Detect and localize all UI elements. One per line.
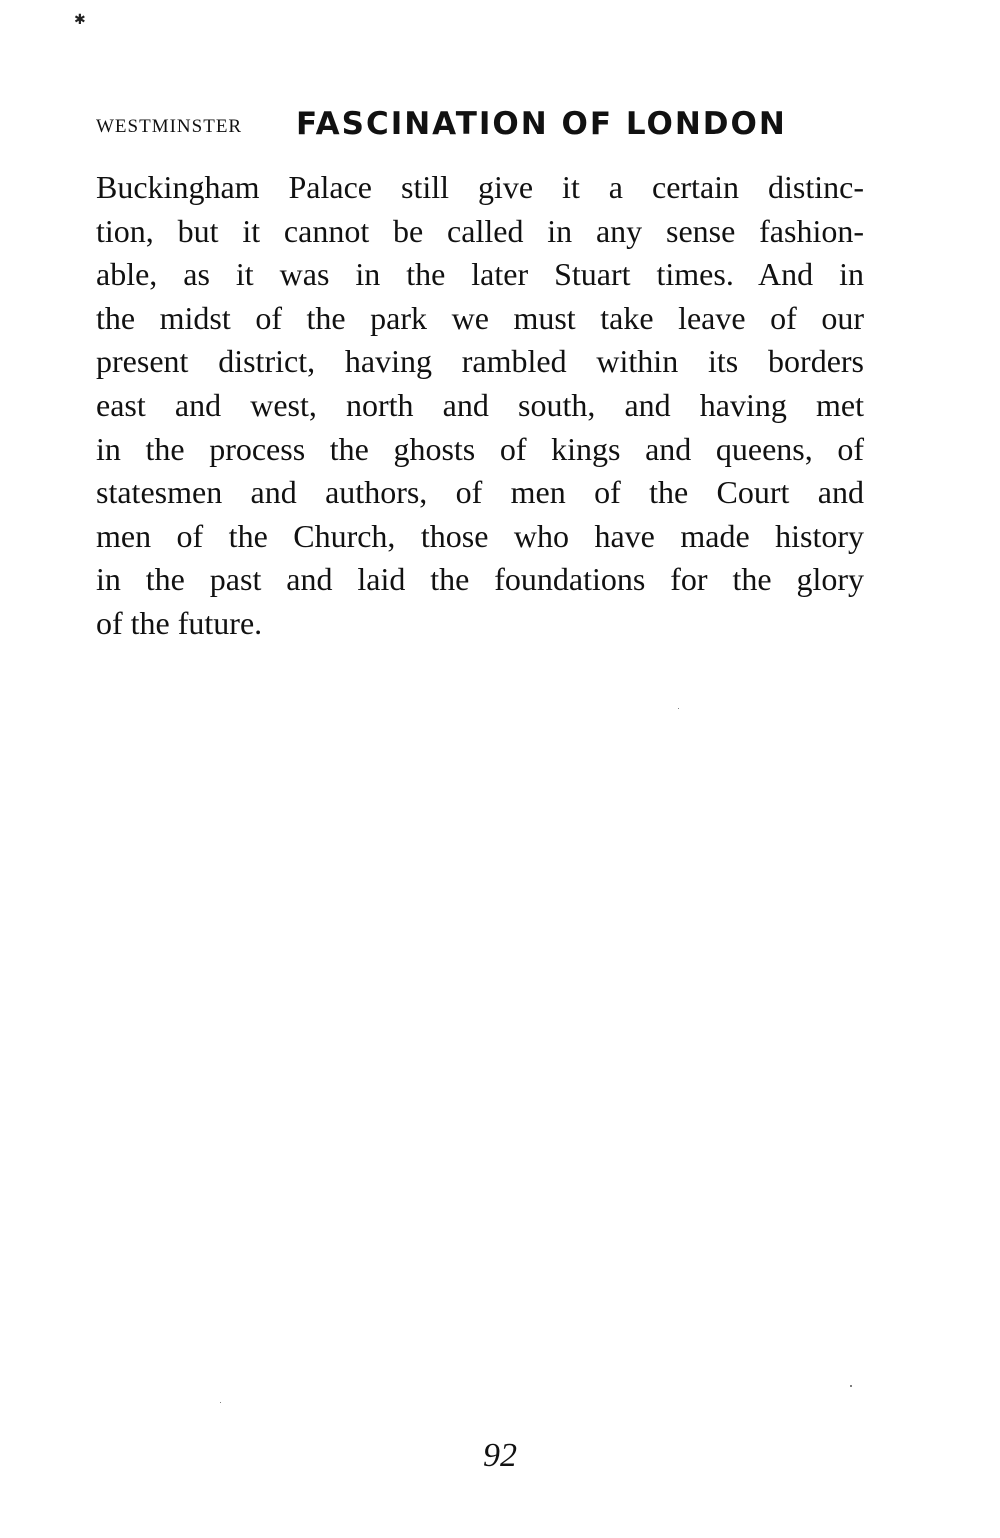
page-number: 92 bbox=[483, 1437, 517, 1474]
text-line: in the past and laid the foundations for the glory bbox=[96, 561, 864, 598]
text-line: Buckingham Palace still give it a certain distinc- bbox=[96, 169, 864, 205]
scan-speck bbox=[850, 1385, 852, 1387]
scan-speck bbox=[678, 708, 679, 709]
text-line: tion, but it cannot be called in any sense fashion- bbox=[96, 212, 864, 249]
text-line: statesmen and authors, of men of the Court and bbox=[96, 474, 864, 511]
text-line: able, as it was in the later Stuart times. And in bbox=[96, 256, 864, 293]
body-text bbox=[96, 166, 864, 646]
text-line: men of the Church, those who have made history bbox=[96, 517, 864, 554]
text-line: present district, having rambled within its borders bbox=[96, 343, 864, 380]
text-line: east and west, north and south, and having met bbox=[96, 386, 864, 423]
book-title: FASCINATION OF LONDON bbox=[296, 106, 787, 142]
text-line: in the process the ghosts of kings and queens, of bbox=[96, 430, 864, 467]
scan-speck bbox=[220, 1402, 221, 1403]
running-head bbox=[96, 106, 856, 146]
text-line: the midst of the park we must take leave of our bbox=[96, 299, 864, 336]
text-line: of the future. bbox=[96, 604, 263, 641]
printer-mark-icon: ✱ bbox=[74, 13, 86, 28]
section-name: WESTMINSTER bbox=[96, 116, 243, 137]
